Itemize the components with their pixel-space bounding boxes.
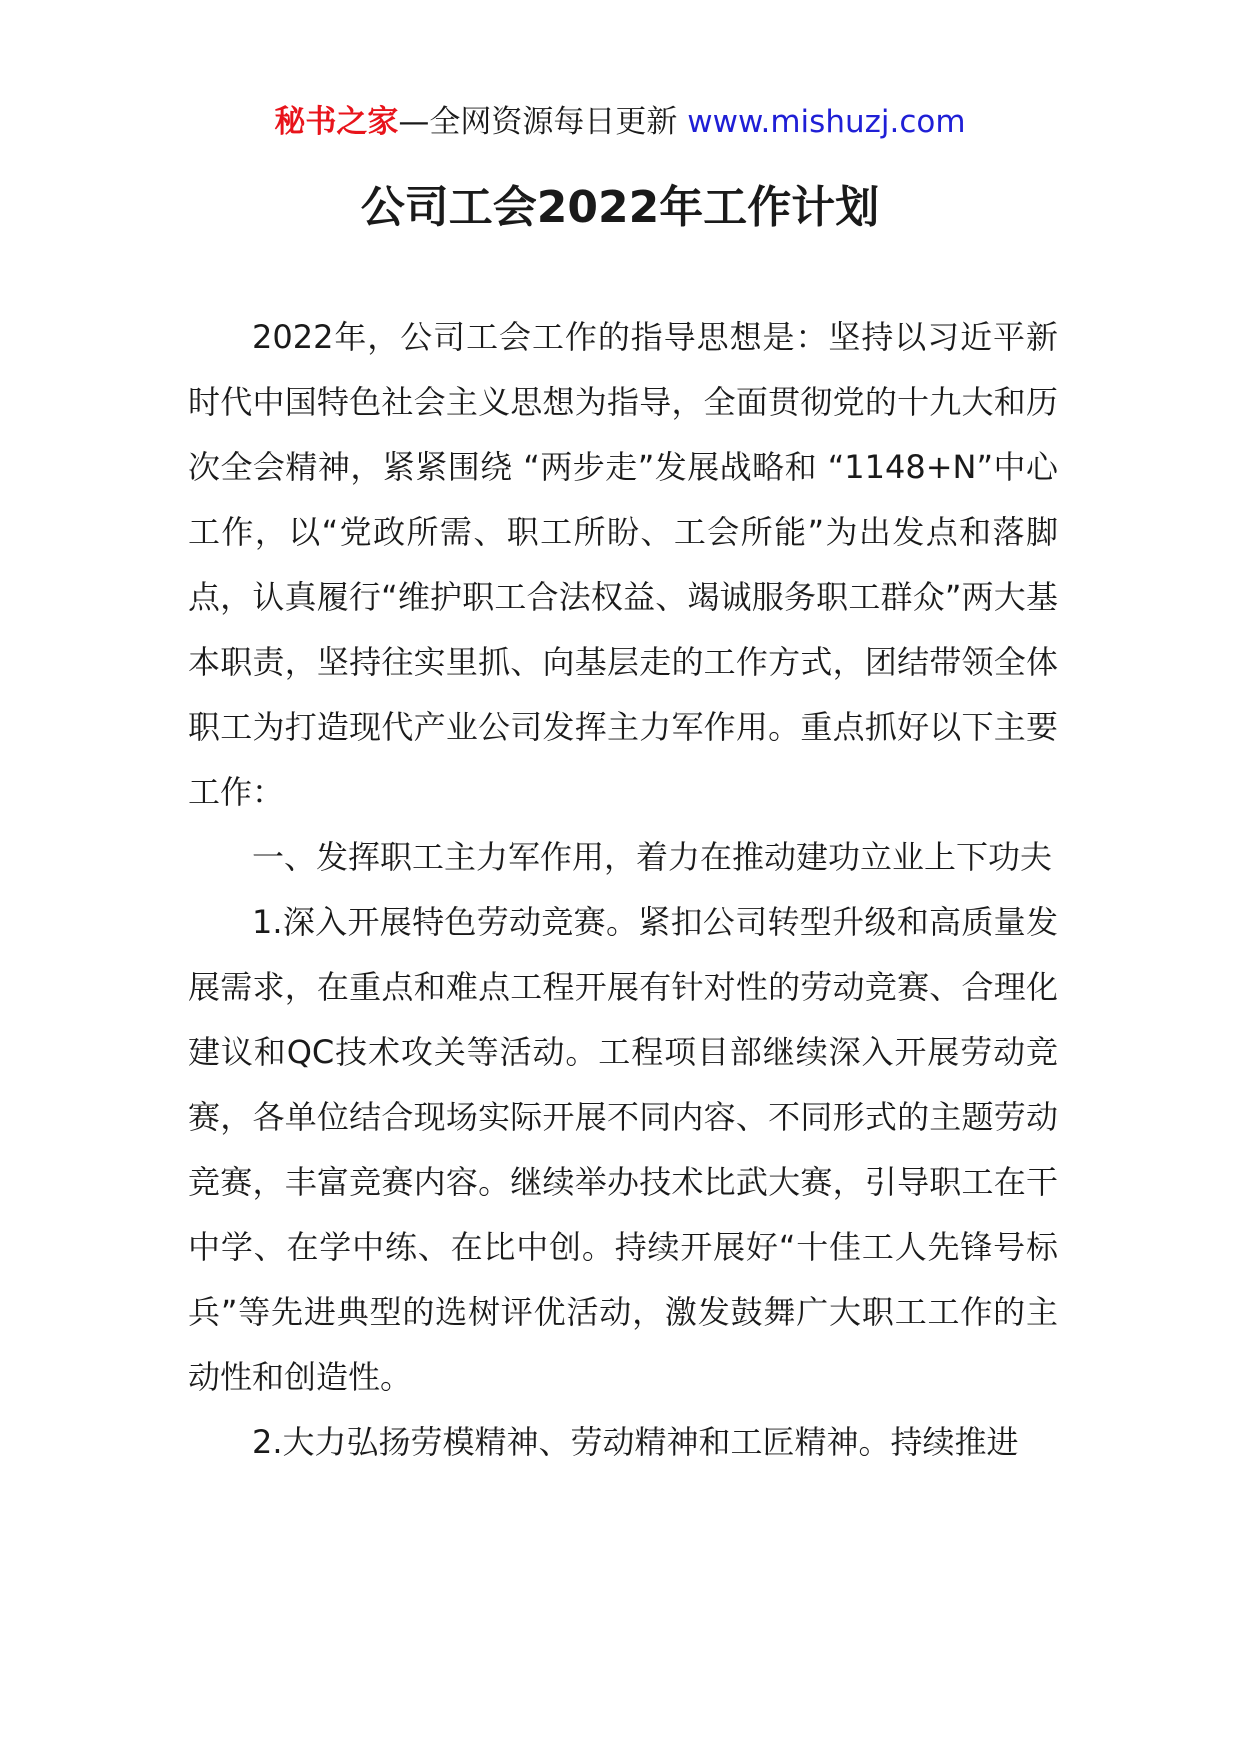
paragraph-item-2: 2.大力弘扬劳模精神、劳动精神和工匠精神。持续推进 xyxy=(252,1423,1019,1461)
paragraph-guiding-thought: 2022年，公司工会工作的指导思想是：坚持以习近平新时代中国特色社会主义思想为指导，全面贯彻党的十九大和历次全会精神，紧紧围绕 “两步走”发展战略和 “1148+N”中心工作，以“党政所需、职工所盼、工会所能”为出发点和落脚点，认真履行“维护职工合法权益、竭诚服务职工群众”两大基本职责，坚持往实里抓、向基层走的工作方式，团结带领全体职工为打造现代产业公司发挥主力军作用。重点抓好以下主要工作： xyxy=(188,318,1058,811)
paragraph-item-1: 1.深入开展特色劳动竞赛。紧扣公司转型升级和高质量发展需求，在重点和难点工程开展有针对性的劳动竞赛、合理化建议和QC技术攻关等活动。工程项目部继续深入开展劳动竞赛，各单位结合现场实际开展不同内容、不同形式的主题劳动竞赛，丰富竞赛内容。继续举办技术比武大赛，引导职工在干中学、在学中练、在比中创。持续开展好“十佳工人先锋号标兵”等先进典型的选树评优活动，激发鼓舞广大职工工作的主动性和创造性。 xyxy=(188,903,1058,1396)
brand-name: 秘书之家 xyxy=(274,104,399,140)
site-header xyxy=(0,100,1240,144)
header-tagline: —全网资源每日更新 xyxy=(398,104,678,140)
section-heading-1: 一、发挥职工主力军作用，着力在推动建功立业上下功夫 xyxy=(252,838,1053,876)
document-body xyxy=(188,305,1058,1475)
site-url-link[interactable]: www.mishuzj.com xyxy=(687,104,966,140)
document-title: 公司工会2022年工作计划 xyxy=(360,182,880,233)
